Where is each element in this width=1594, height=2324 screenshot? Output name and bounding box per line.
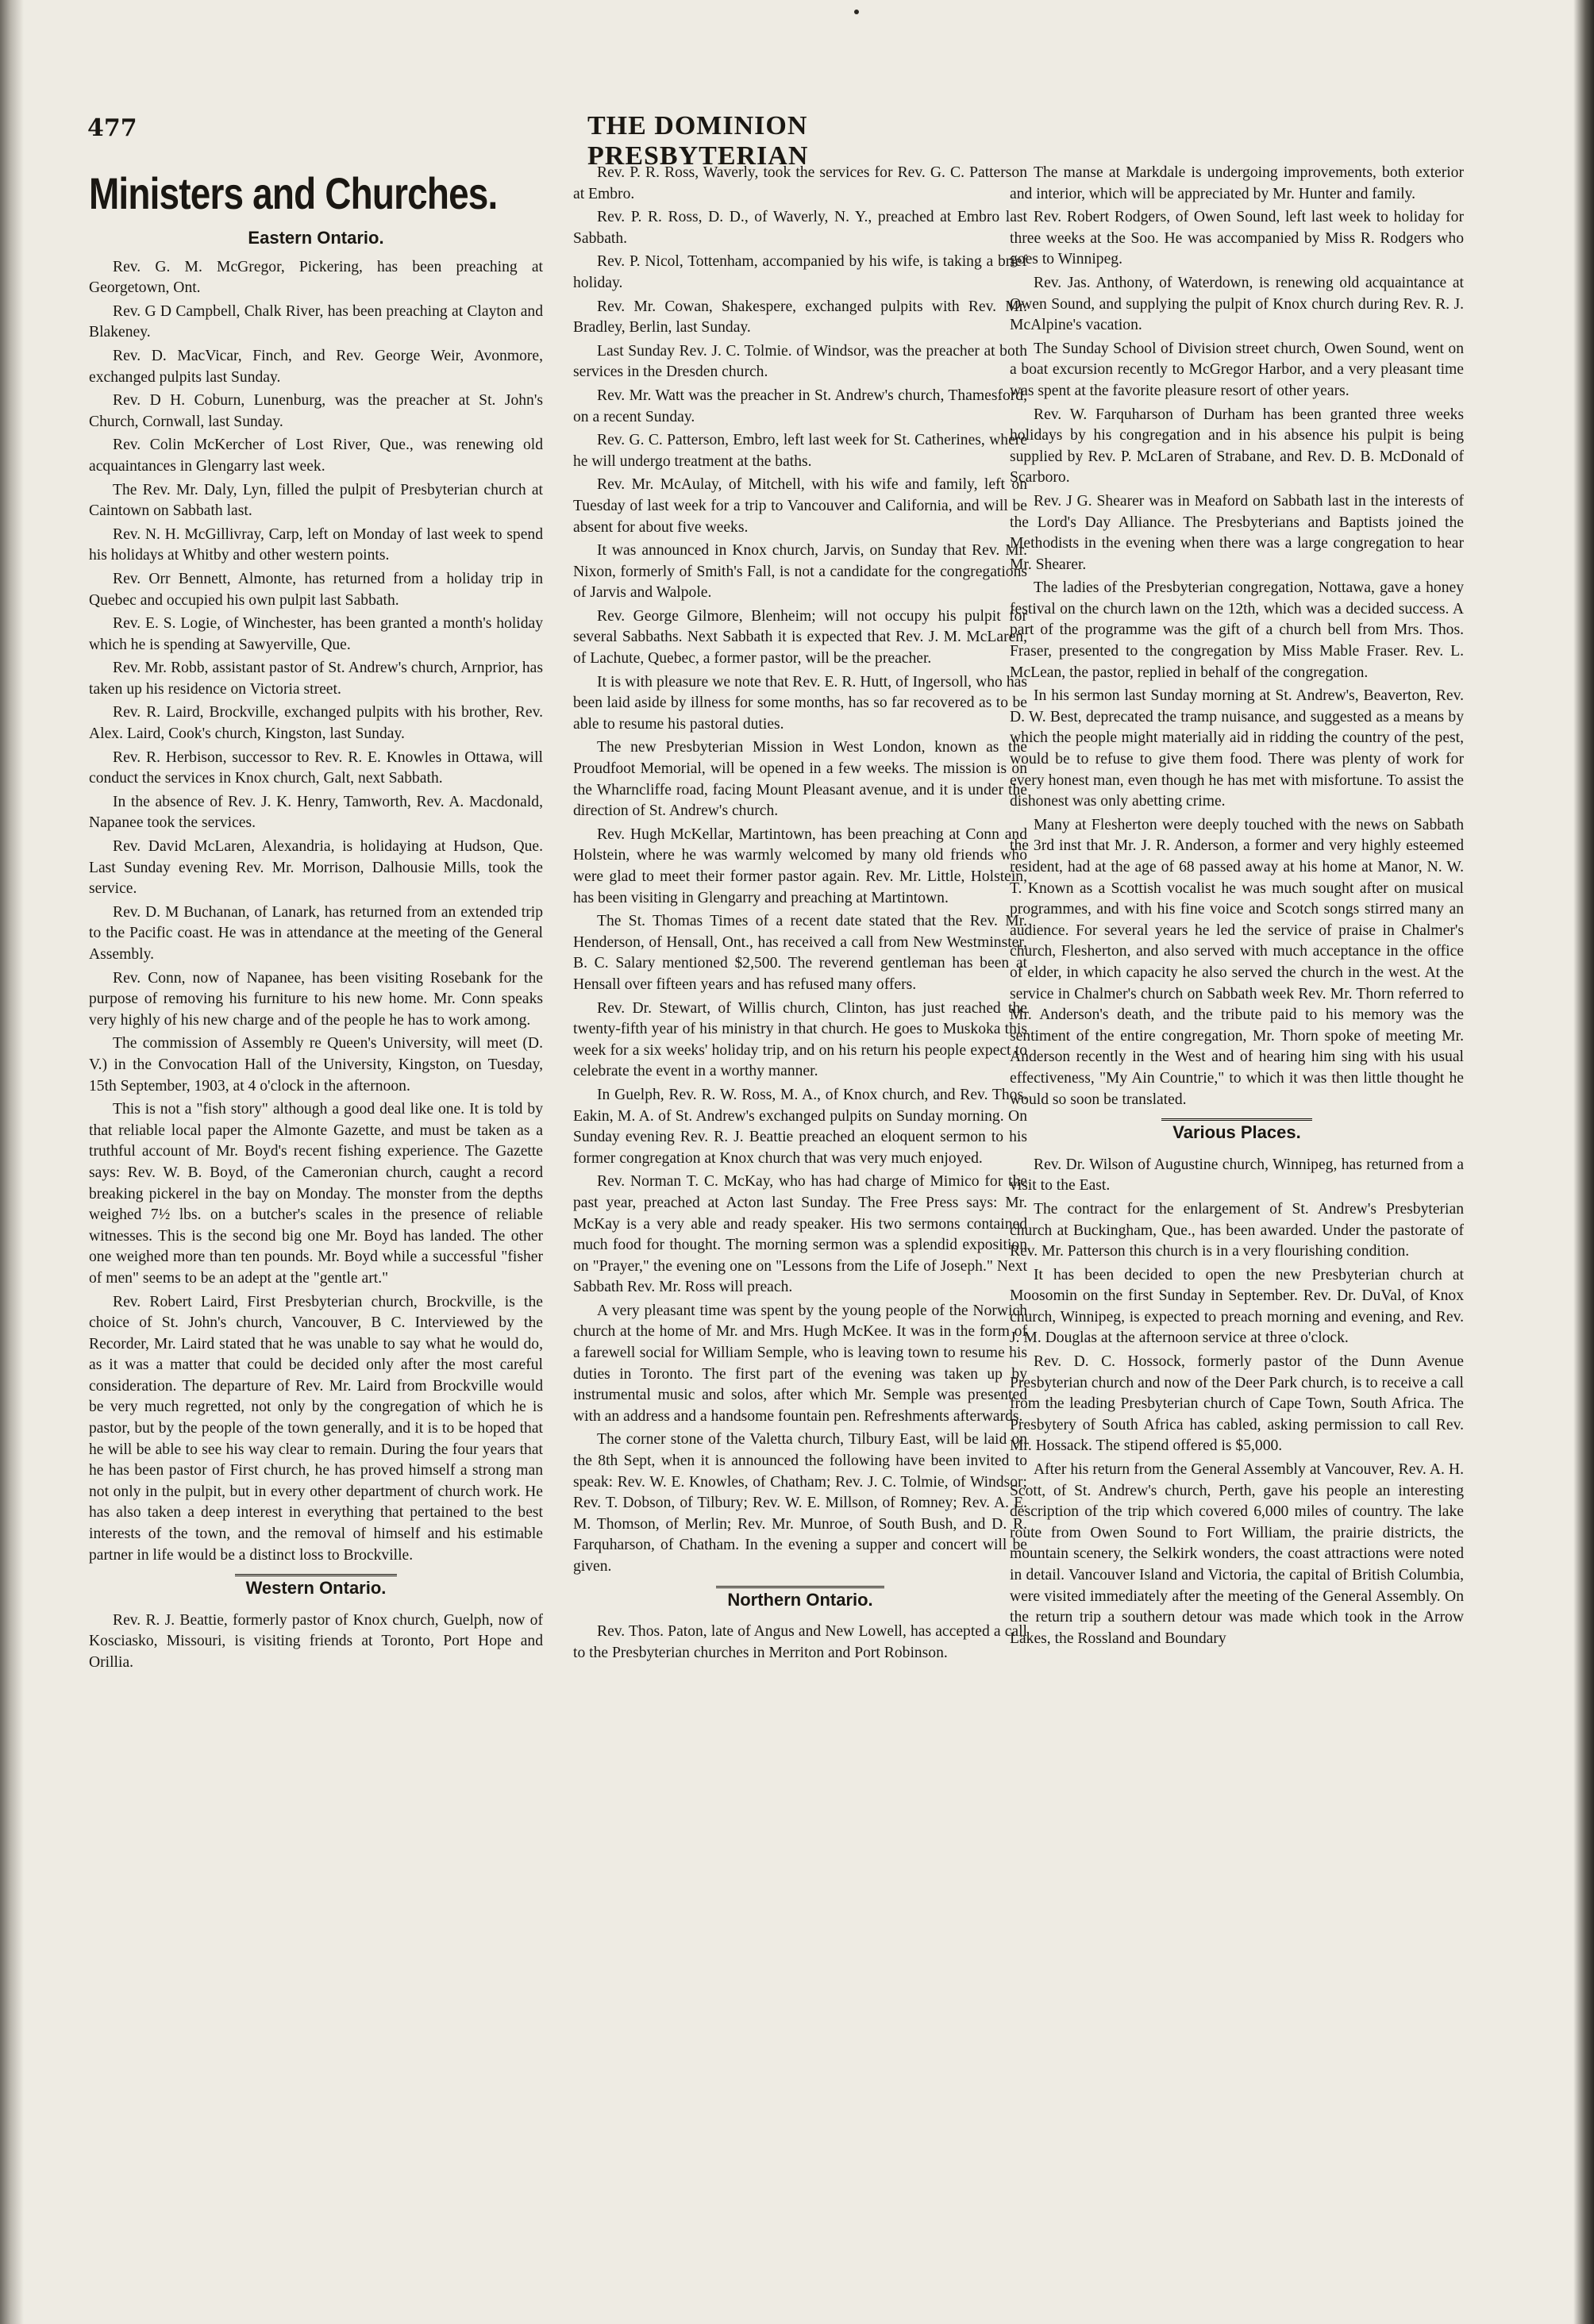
article-paragraph: The contract for the enlargement of St. Andrew's Presbyterian church at Buckingham, Que., has been awarded. Under the pastorate of Rev. Mr. Patterson this church is in a very flourishing condition.	[1010, 1200, 1464, 1260]
article-paragraph: It is with pleasure we note that Rev. E. R. Hutt, of Ingersoll, who has been laid aside by illness for some months, has so far recovered as to be able to resume his pastoral duties.	[573, 673, 1027, 733]
section-heading-northern-ontario-label: Northern Ontario.	[716, 1586, 884, 1614]
article-paragraph: Rev. E. S. Logie, of Winchester, has been granted a month's holiday which he is spending at Sawyerville, Que.	[89, 615, 543, 653]
article-paragraph: In the absence of Rev. J. K. Henry, Tamworth, Rev. A. Macdonald, Napanee took the services.	[89, 793, 543, 832]
column-3	[1010, 163, 1464, 2290]
article-paragraph: Rev. P. Nicol, Tottenham, accompanied by his wife, is taking a brief holiday.	[573, 253, 1027, 291]
scan-edge-right	[1573, 0, 1594, 2324]
article-paragraph: Rev. Jas. Anthony, of Waterdown, is renewing old acquaintance at Owen Sound, and supplying the pulpit of Knox church during Rev. R. J. McAlpine's vacation.	[1010, 274, 1464, 334]
article-paragraph: Rev. Mr. McAulay, of Mitchell, with his wife and family, left on Tuesday of last week for a trip to Vancouver and California, and will be absent for about five weeks.	[573, 476, 1027, 536]
section-heading-western-ontario-label: Western Ontario.	[235, 1574, 398, 1603]
eastern-ontario-articles	[89, 257, 543, 1567]
article-paragraph: Rev. Orr Bennett, Almonte, has returned from a holiday trip in Quebec and occupied his own pulpit last Sabbath.	[89, 570, 543, 609]
column-1	[89, 163, 543, 2290]
article-paragraph: Rev. Robert Rodgers, of Owen Sound, left last week to holiday for three weeks at the Soo. He was accompanied by Miss R. Rodgers who goes to Winnipeg.	[1010, 209, 1464, 268]
article-paragraph: Rev. G. M. McGregor, Pickering, has been preaching at Georgetown, Ont.	[89, 258, 543, 297]
article-paragraph: In Guelph, Rev. R. W. Ross, M. A., of Knox church, and Rev. Thos. Eakin, M. A. of St. Andrew's exchanged pulpits on Sunday morning. On Sunday evening Rev. R. J. Beattie preached an eloquent sermon to his former congregation at Knox church that was very much enjoyed.	[573, 1086, 1027, 1167]
article-paragraph: This is not a "fish story" although a good deal like one. It is told by that reliable local paper the Almonte Gazette, and must be taken as a truthful account of Mr. Boyd's recent fishing experience. The Gazette says: Rev. W. B. Boyd, of the Cameronian church, caught a record breaking pickerel in the bay on Monday. The monster from the depths weighed 7½ lbs. on a butcher's scales in the presence of reliable witnesses. This is the second big one Mr. Boyd has landed. The other one weighed more than ten pounds. Mr. Boyd while a successful "fisher of men" seems to be an adept at the "gentle art."	[89, 1101, 543, 1287]
article-paragraph: Rev. Thos. Paton, late of Angus and New Lowell, has accepted a call to the Presbyterian churches in Merriton and Port Robinson.	[573, 1623, 1027, 1661]
scan-edge-left	[0, 0, 24, 2324]
northern-ontario-articles	[573, 1622, 1027, 1664]
article-paragraph: Rev. Mr. Robb, assistant pastor of St. Andrew's church, Arnprior, has taken up his residence on Victoria street.	[89, 660, 543, 698]
western-ontario-articles-continued	[573, 163, 1027, 1578]
section-heading-western-ontario	[89, 1574, 543, 1603]
article-paragraph: Rev. D. M Buchanan, of Lanark, has returned from an extended trip to the Pacific coast. He was in attendance at the meeting of the General Assembly.	[89, 903, 543, 963]
column-2	[573, 163, 1027, 2290]
article-paragraph: Rev. Norman T. C. McKay, who has had charge of Mimico for the past year, preached at Acton last Sunday. The Free Press says: Mr. McKay is a very able and ready speaker. His two sermons contained much food for thought. The morning sermon was a splendid exposition on "Prayer," the evening one on "Lessons from the Life of Joseph." Next Sabbath Rev. Mr. Ross will preach.	[573, 1173, 1027, 1296]
article-paragraph: Rev. P. R. Ross, Waverly, took the services for Rev. G. C. Patterson at Embro.	[573, 164, 1027, 202]
article-paragraph: Many at Flesherton were deeply touched with the news on Sabbath the 3rd inst that Mr. J. R. Anderson, a former and very highly esteemed resident, had at the age of 68 passed away at his home at Manor, N. W. T. Known as a Scottish vocalist he was much sought after on musical programmes, and with his fine voice and Scotch songs stirred many an audience. For several years he led the service of praise in Chalmer's church, Flesherton, and also served with much acceptance in the office of elder, in which capacity he also served the church in the west. At the service in Chalmer's church on Sabbath week Rev. Mr. Thorn referred to Mr. Anderson's death, and the tribute paid to his memory was the sentiment of the entire congregation, Mr. Thorn spoke of meeting Mr. Anderson recently in the West and of hearing him sing with his usual effectiveness, "My Ain Countrie," to which it was then little thought he would so soon be translated.	[1010, 816, 1464, 1108]
article-paragraph: Last Sunday Rev. J. C. Tolmie. of Windsor, was the preacher at both services in the Dresden church.	[573, 342, 1027, 381]
article-paragraph: Rev. R. J. Beattie, formerly pastor of Knox church, Guelph, now of Kosciasko, Missouri, is visiting friends at Toronto, Port Hope and Orillia.	[89, 1611, 543, 1671]
article-paragraph: Rev. G. C. Patterson, Embro, left last week for St. Catherines, where he will undergo treatment at the baths.	[573, 432, 1027, 470]
running-title: THE DOMINION PRESBYTERIAN	[587, 111, 809, 171]
article-paragraph: Rev. Mr. Cowan, Shakespere, exchanged pulpits with Rev. Mr. Bradley, Berlin, last Sunday.	[573, 298, 1027, 337]
article-paragraph: Rev. N. H. McGillivray, Carp, left on Monday of last week to spend his holidays at Whitby and other western points.	[89, 525, 543, 564]
section-heading-eastern-ontario: Eastern Ontario.	[248, 228, 384, 248]
article-paragraph: Rev. Mr. Watt was the preacher in St. Andrew's church, Thamesford, on a recent Sunday.	[573, 387, 1027, 425]
article-paragraph: Rev. D. MacVicar, Finch, and Rev. George Weir, Avonmore, exchanged pulpits last Sunday.	[89, 347, 543, 386]
article-paragraph: After his return from the General Assembly at Vancouver, Rev. A. H. Scott, of St. Andrew's church, Perth, gave his people an interesting description of the trip which covered 6,000 miles of country. The lake route from Owen Sound to Fort William, the prairie districts, the mountain scenery, the Selkirk wonders, the coast attractions were noted in detail. Vancouver Island and Victoria, the capital of British Columbia, were visited immediately after the meeting of the General Assembly. On the return trip a southern detour was made which took in the Arrow Lakes, the Rossland and Boundary	[1010, 1461, 1464, 1647]
article-paragraph: Rev. Dr. Stewart, of Willis church, Clinton, has just reached the twenty-fifth year of his ministry in that church. He goes to Muskoka this week for a six weeks' holiday trip, and on his return his people expect to celebrate the event in a worthy manner.	[573, 999, 1027, 1080]
article-paragraph: Rev. Conn, now of Napanee, has been visiting Rosebank for the purpose of removing his furniture to his new home. Mr. Conn speaks very highly of his new charge and of the people he has to work among.	[89, 969, 543, 1029]
article-paragraph: Rev. P. R. Ross, D. D., of Waverly, N. Y., preached at Embro last Sabbath.	[573, 209, 1027, 247]
article-paragraph: The Sunday School of Division street church, Owen Sound, went on a boat excursion recently to McGregor Harbor, and a very pleasant time was spent at the favorite pleasure resort of other years.	[1010, 340, 1464, 399]
various-places-articles	[1010, 1155, 1464, 1650]
article-paragraph: Rev. J G. Shearer was in Meaford on Sabbath last in the interests of the Lord's Day Alliance. The Presbyterians and Baptists joined the Methodists in the evening when there was a large congregation to hear Mr. Shearer.	[1010, 492, 1464, 573]
section-heading-northern-ontario	[573, 1586, 1027, 1614]
article-paragraph: Rev. George Gilmore, Blenheim; will not occupy his pulpit for several Sabbaths. Next Sabbath it is expected that Rev. J. M. McLaren, of Lachute, Quebec, a former pastor, will be the preacher.	[573, 607, 1027, 668]
article-paragraph: Rev. Dr. Wilson of Augustine church, Winnipeg, has returned from a visit to the East.	[1010, 1156, 1464, 1195]
article-paragraph: Rev. R. Herbison, successor to Rev. R. E. Knowles in Ottawa, will conduct the services in Knox church, Galt, next Sabbath.	[89, 748, 543, 787]
article-paragraph: A very pleasant time was spent by the young people of the Norwich church at the home of Mr. and Mrs. Hugh McKee. It was in the form of a farewell social for William Semple, who is leaving town to resume his duties in Toronto. The first part of the evening was taken up by instrumental music and solos, after which Mr. Semple was presented with an address and a handsome fountain pen. Refreshments afterwards.	[573, 1302, 1027, 1425]
page-number: 477	[87, 114, 137, 142]
article-paragraph: Rev. R. Laird, Brockville, exchanged pulpits with his brother, Rev. Alex. Laird, Cook's church, Kingston, last Sunday.	[89, 704, 543, 743]
section-heading-various-places	[1010, 1118, 1464, 1147]
article-paragraph: It was announced in Knox church, Jarvis, on Sunday that Rev. Mr. Nixon, formerly of Smith's Fall, is not a candidate for the congregations of Jarvis and Walpole.	[573, 542, 1027, 602]
article-paragraph: Rev. Robert Laird, First Presbyterian church, Brockville, is the choice of St. John's church, Vancouver, B C. Interviewed by the Recorder, Mr. Laird stated that he was unable to say what he would do, as it was a matter that could be decided only after the most careful consideration. The departure of Rev. Mr. Laird from Brockville would be very much regretted, not only by the congregation of which he is pastor, but by the people of the town generally, and it is to be hoped that he will be able to see his way clear to remain. During the four years that he has been pastor of First church, he has proved himself a strong man not only in the pulpit, but in every other department of church work. He has also taken a deep interest in everything that pertained to the best interests of the town, and the removal of himself and his estimable partner in life would be a distinct loss to Brockville.	[89, 1293, 543, 1564]
article-paragraph: Rev. G D Campbell, Chalk River, has been preaching at Clayton and Blakeney.	[89, 302, 543, 341]
article-paragraph: Rev. D H. Coburn, Lunenburg, was the preacher at St. John's Church, Cornwall, last Sunday.	[89, 392, 543, 430]
article-paragraph: The Rev. Mr. Daly, Lyn, filled the pulpit of Presbyterian church at Caintown on Sabbath last.	[89, 481, 543, 520]
article-paragraph: The manse at Markdale is undergoing improvements, both exterior and interior, which will be appreciated by Mr. Hunter and family.	[1010, 164, 1464, 202]
article-paragraph: The commission of Assembly re Queen's University, will meet (D. V.) in the Convocation Hall of the University, Kingston, on Tuesday, 15th September, 1903, at 4 o'clock in the afternoon.	[89, 1035, 543, 1095]
western-ontario-articles	[89, 1610, 543, 1674]
article-paragraph: In his sermon last Sunday morning at St. Andrew's, Beaverton, Rev. D. W. Best, deprecated the tramp nuisance, and suggested as a means by which the people might materially aid in ridding the country of the pest, would be to refuse to give them food. There was plenty of work for every honest man, even though he has met with misfortune. To assist the dishonest was only abetting crime.	[1010, 687, 1464, 810]
article-paragraph: Rev. D. C. Hossock, formerly pastor of the Dunn Avenue Presbyterian church and now of the Deer Park church, is to receive a call from the leading Presbyterian church of Cape Town, South Africa. The Presbytery of South Africa has cabled, asking permission to call Rev. Mr. Hossack. The stipend offered is $5,000.	[1010, 1353, 1464, 1455]
article-paragraph: Rev. Hugh McKellar, Martintown, has been preaching at Conn and Holstein, where he was warmly welcomed by many old friends who were glad to meet their former pastor again. Rev. Mr. Little, Holstein, has been visiting in Glengarry and preaching at Martintown.	[573, 825, 1027, 906]
speck-mark	[854, 10, 859, 14]
page-title: Ministers and Churches.	[89, 168, 498, 218]
article-paragraph: The corner stone of the Valetta church, Tilbury East, will be laid on the 8th Sept, when it is announced the following have been invited to speak: Rev. W. E. Knowles, of Chatham; Rev. J. C. Tolmie, of Windsor; Rev. T. Dobson, of Tilbury; Rev. W. E. Millson, of Romney; Rev. A. E. M. Thomson, of Merlin; Rev. Mr. Munroe, of South Bush, and D. R. Farquharson, of Chatham. In the evening a supper and concert will be given.	[573, 1431, 1027, 1575]
article-paragraph: The ladies of the Presbyterian congregation, Nottawa, gave a honey festival on the church lawn on the 12th, which was a decided success. A part of the programme was the gift of a church bell from Mrs. Thos. Fraser, presented to the congregation by Miss Mable Fraser. Rev. L. McLean, the pastor, replied in behalf of the congregation.	[1010, 579, 1464, 681]
article-paragraph: Rev. W. Farquharson of Durham has been granted three weeks holidays by his congregation and in his absence his pulpit is being supplied by Rev. P. McLaren of Strabane, and Rev. D. B. McDonald of Scarboro.	[1010, 406, 1464, 487]
article-paragraph: It has been decided to open the new Presbyterian church at Moosomin on the first Sunday in September. Rev. Dr. DuVal, of Knox church, Winnipeg, is expected to preach morning and evening, and Rev. J. M. Douglas at the afternoon service at three o'clock.	[1010, 1266, 1464, 1347]
article-paragraph: Rev. David McLaren, Alexandria, is holidaying at Hudson, Que. Last Sunday evening Rev. Mr. Morrison, Dalhousie Mills, took the service.	[89, 838, 543, 898]
article-paragraph: The St. Thomas Times of a recent date stated that the Rev. Mr. Henderson, of Hensall, Ont., has received a call from New Westminster, B. C. Salary mentioned $2,500. The reverend gentleman has been at Hensall over fifteen years and has refused many offers.	[573, 913, 1027, 993]
section-heading-various-places-label: Various Places.	[1161, 1118, 1311, 1147]
column-3-articles	[1010, 163, 1464, 1110]
article-paragraph: The new Presbyterian Mission in West London, known as the Proudfoot Memorial, will be opened in a few weeks. The mission is on the Wharncliffe road, facing Mount Pleasant avenue, and it is under the direction of St. Andrew's church.	[573, 739, 1027, 820]
article-paragraph: Rev. Colin McKercher of Lost River, Que., was renewing old acquaintances in Glengarry last week.	[89, 437, 543, 475]
